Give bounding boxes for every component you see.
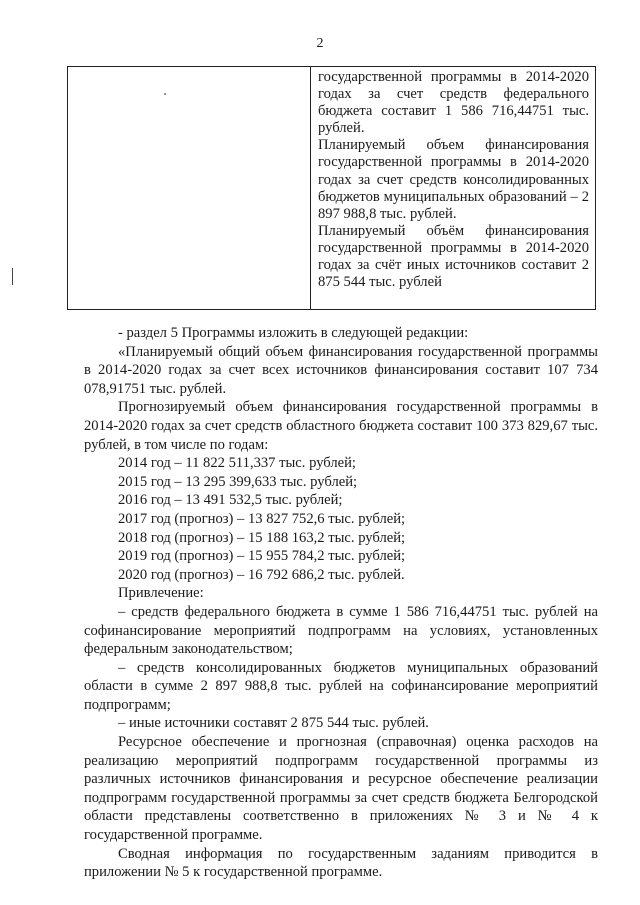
table-right-cell <box>311 67 595 309</box>
paragraph-resource-support: Ресурсное обеспечение и прогнозная (справочная) оценка расходов на реализацию мероприятий подпрограмм государственной программы из различных источников финансирования и ресурсное обеспечение реализации подпрограмм государственной программы за счет средств бюджета Белгородской области представлены соответственно в приложениях № 3 и № 4 к государственной программе. <box>84 734 598 844</box>
attraction-item: – иные источники составят 2 875 544 тыс. рублей. <box>118 715 429 732</box>
table-paragraph: Планируемый объём финансирования государственной программы в 2014-2020 годах за счёт иных источников составит 2 875 544 тыс. рублей <box>318 222 589 291</box>
table-paragraph: государственной программы в 2014-2020 годах за счет средств федерального бюджета составит 1 586 716,44751 тыс. рублей. <box>318 69 589 137</box>
paragraph-state-tasks: Сводная информация по государственным заданиям приводится в приложении № 5 к государственной программе. <box>84 845 598 881</box>
attraction-item: – средств федерального бюджета в сумме 1 586 716,44751 тыс. рублей на софинансирование мероприятий подпрограмм на условиях, установленных федеральным законодательством; <box>84 603 598 658</box>
year-line: 2019 год (прогноз) – 15 955 784,2 тыс. рублей; <box>118 548 406 565</box>
year-line: 2020 год (прогноз) – 16 792 686,2 тыс. рублей. <box>118 566 405 583</box>
table-left-cell <box>68 67 311 309</box>
paragraph-total-funding: «Планируемый общий объем финансирования государственной программы в 2014-2020 годах за счет всех источников финансирования составит 107 734 078,91751 тыс. рублей. <box>84 343 598 397</box>
year-line: 2016 год – 13 491 532,5 тыс. рублей; <box>118 492 343 509</box>
table-paragraph: Планируемый объем финансирования государственной программы в 2014-2020 годах за счет средств консолидированных бюджетов муниципальных образований – 2 897 988,8 тыс. рублей. <box>318 137 589 222</box>
year-line: 2018 год (прогноз) – 15 188 163,2 тыс. рублей; <box>118 529 406 546</box>
year-line: 2014 год – 11 822 511,337 тыс. рублей; <box>118 455 356 472</box>
section-intro: - раздел 5 Программы изложить в следующей редакции: <box>118 325 469 341</box>
paragraph-regional-budget: Прогнозируемый объем финансирования государственной программы в 2014-2020 годах за счет средств областного бюджета составит 100 373 829,67 тыс. рублей, в том числе по годам: <box>84 399 598 453</box>
attraction-label: Привлечение: <box>118 585 204 602</box>
margin-mark <box>12 268 13 285</box>
scan-dot <box>164 93 166 95</box>
page-number: 2 <box>316 36 324 51</box>
year-line: 2015 год – 13 295 399,633 тыс. рублей; <box>118 473 358 490</box>
continuation-table <box>67 66 596 310</box>
year-line: 2017 год (прогноз) – 13 827 752,6 тыс. рублей; <box>118 510 406 527</box>
document-body <box>84 324 598 882</box>
attraction-item: – средств консолидированных бюджетов муниципальных образований области в сумме 2 897 988,8 тыс. рублей на софинансирование мероприятий подпрограмм; <box>84 659 598 713</box>
